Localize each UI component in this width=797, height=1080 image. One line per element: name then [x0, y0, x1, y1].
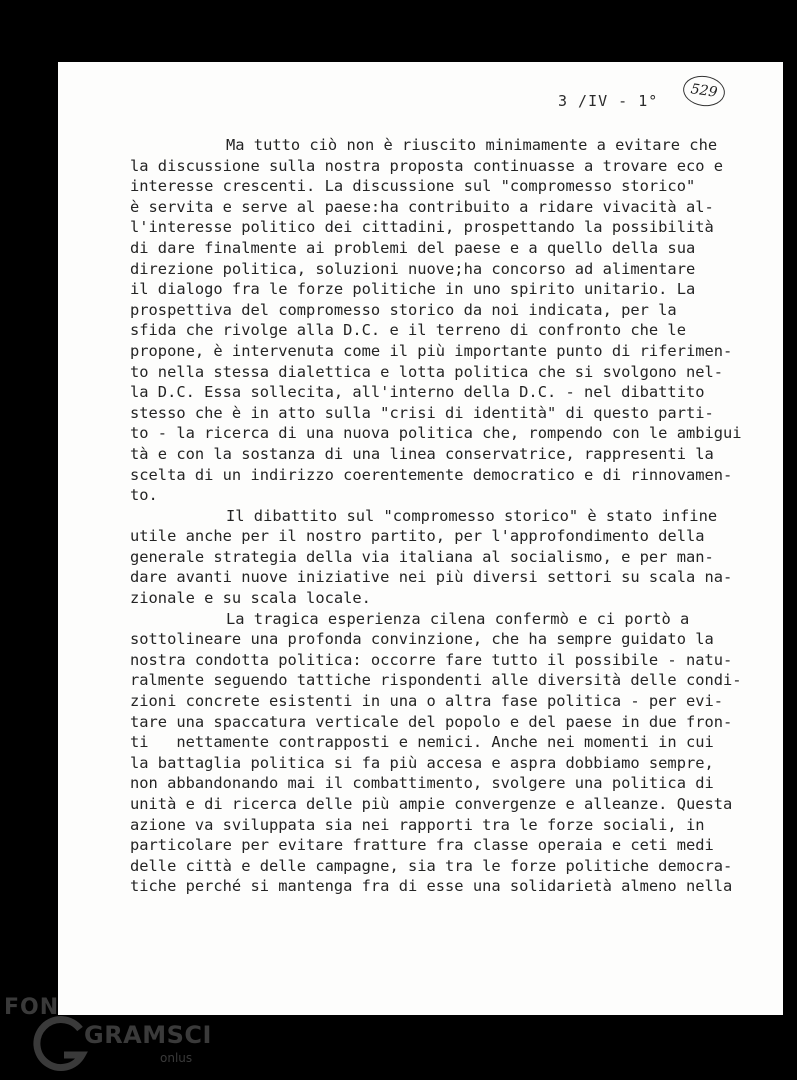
text-line: la battaglia politica si fa più accesa e aspra dobbiamo sempre, — [130, 753, 714, 772]
text-line: propone, è intervenuta come il più importante punto di riferimen- — [130, 341, 733, 360]
text-line: stesso che è in atto sulla "crisi di identità" di questo parti- — [130, 403, 714, 422]
text-line: utile anche per il nostro partito, per l'approfondimento della — [130, 527, 705, 546]
text-line: scelta di un indirizzo coerentemente democratico e di rinnovamen- — [130, 465, 733, 484]
text-line: non abbandonando mai il combattimento, svolgere una politica di — [130, 774, 714, 793]
archive-stamp-number: 529 — [681, 73, 727, 109]
text-line: Ma tutto ciò non è riuscito minimamente a evitare che — [226, 136, 718, 154]
text-line: azione va sviluppata sia nei rapporti tra le forze sociali, in — [130, 815, 705, 834]
text-line: tà e con la sostanza di una linea conservatrice, rappresenti la — [130, 444, 714, 463]
text-line: interesse crescenti. La discussione sul "compromesso storico" — [130, 177, 696, 196]
logo-gramsci-text: GRAMSCI — [84, 1021, 212, 1049]
text-line: tiche perché si mantenga fra di esse una solidarietà almeno nella — [130, 877, 733, 896]
text-line: sottolineare una profonda convinzione, che ha sempre guidato la — [130, 630, 714, 649]
logo-fond-text: FON — [4, 995, 60, 1020]
text-line: la D.C. Essa sollecita, all'interno della D.C. - nel dibattito — [130, 383, 705, 402]
text-line: tare una spaccatura verticale del popolo e del paese in due fron- — [130, 712, 733, 731]
text-line: generale strategia della via italiana al socialismo, e per man- — [130, 547, 714, 566]
page-reference: 3 /IV - 1° — [558, 92, 659, 110]
text-line: delle città e delle campagne, sia tra le forze politiche democra- — [130, 856, 733, 875]
text-line: di dare finalmente ai problemi del paese e a quello della sua — [130, 238, 696, 257]
text-line: dare avanti nuove iniziative nei più diversi settori su scala na- — [130, 568, 733, 587]
text-line: zioni concrete esistenti in una o altra fase politica - per evi- — [130, 692, 724, 711]
text-line: l'interesse politico dei cittadini, prospettando la possibilità — [130, 218, 714, 237]
document-page — [58, 62, 783, 1015]
text-line: direzione politica, soluzioni nuove;ha concorso ad alimentare — [130, 259, 696, 278]
text-line: to - la ricerca di una nuova politica che, rompendo con le ambigui — [130, 424, 742, 443]
typed-text-body — [130, 135, 742, 897]
text-line: zionale e su scala locale. — [130, 589, 371, 608]
gramsci-g-icon — [30, 1015, 90, 1075]
text-line: la discussione sulla nostra proposta continuasse a trovare eco e — [130, 156, 724, 175]
text-line: il dialogo fra le forze politiche in uno spirito unitario. La — [130, 280, 696, 299]
text-line: particolare per evitare fratture fra classe operaia e ceti medi — [130, 836, 714, 855]
text-line: to. — [130, 486, 158, 505]
text-line: sfida che rivolge alla D.C. e il terreno di confronto che le — [130, 321, 686, 340]
fondazione-gramsci-logo — [0, 995, 230, 1080]
logo-onlus-text: onlus — [160, 1051, 193, 1065]
text-line: prospettiva del compromesso storico da noi indicata, per la — [130, 300, 677, 319]
text-line: ti nettamente contrapposti e nemici. Anche nei momenti in cui — [130, 733, 714, 752]
text-line: unità e di ricerca delle più ampie convergenze e alleanze. Questa — [130, 795, 733, 813]
text-line: Il dibattito sul "compromesso storico" è stato infine — [226, 506, 718, 525]
text-line: to nella stessa dialettica e lotta politica che si svolgono nel- — [130, 362, 724, 381]
text-line: è servita e serve al paese:ha contribuito a ridare vivacità al- — [130, 197, 714, 216]
text-line: La tragica esperienza cilena confermò e ci portò a — [226, 609, 690, 628]
text-line: ralmente seguendo tattiche rispondenti alle diversità delle condi- — [130, 671, 742, 690]
text-line: nostra condotta politica: occorre fare tutto il possibile - natu- — [130, 650, 733, 669]
